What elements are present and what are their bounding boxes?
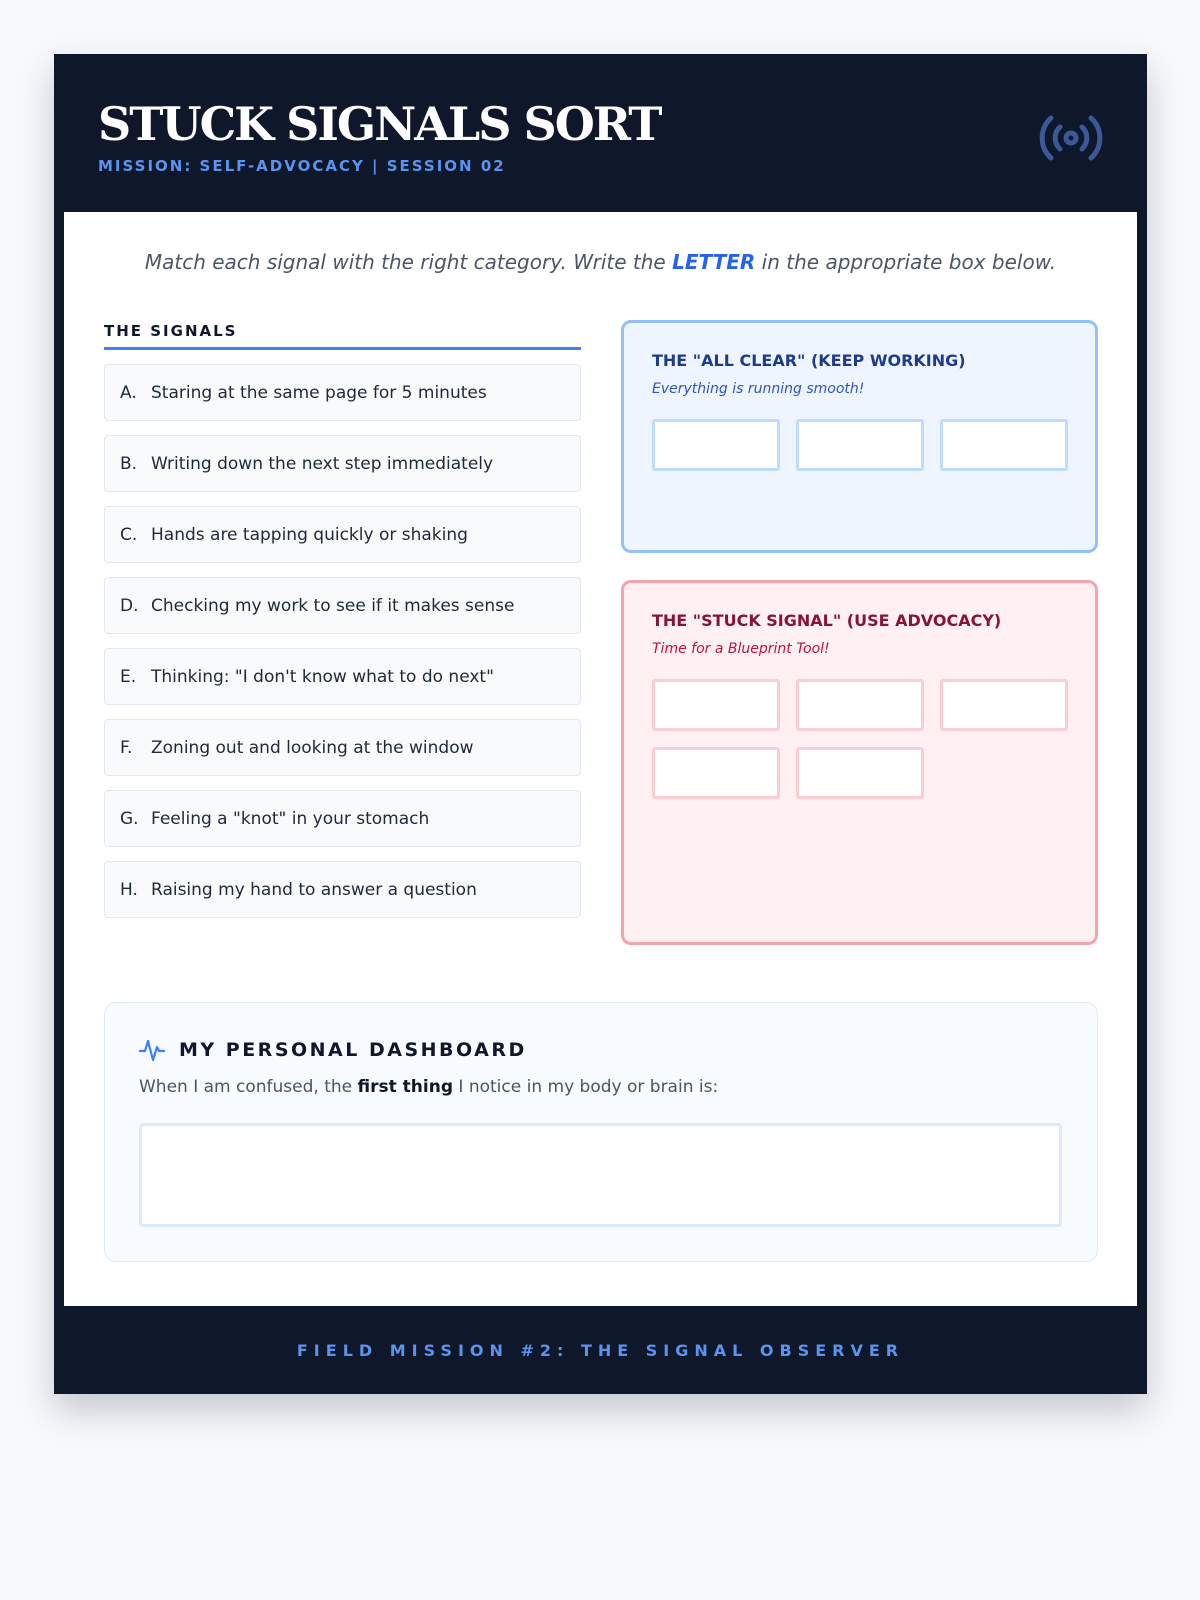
- signal-text: Thinking: "I don't know what to do next": [151, 666, 494, 687]
- header: [54, 54, 1147, 212]
- answer-box[interactable]: [796, 747, 924, 799]
- all-clear-answer-boxes: [652, 419, 1067, 471]
- answer-box[interactable]: [652, 419, 780, 471]
- signal-item: [104, 577, 581, 634]
- worksheet: [54, 54, 1147, 1394]
- stuck-signal-subtitle: Time for a Blueprint Tool!: [652, 641, 830, 657]
- signal-text: Raising my hand to answer a question: [151, 879, 477, 900]
- signal-letter: G.: [120, 808, 139, 829]
- stuck-signal-category: [621, 580, 1098, 945]
- page-title: STUCK SIGNALS SORT: [98, 97, 661, 151]
- answer-box[interactable]: [940, 419, 1068, 471]
- signal-text: Writing down the next step immediately: [151, 453, 494, 474]
- signal-letter: H.: [120, 879, 138, 900]
- signal-item: [104, 364, 581, 421]
- answer-box[interactable]: [796, 679, 924, 731]
- signal-item: [104, 790, 581, 847]
- footer: FIELD MISSION #2: THE SIGNAL OBSERVER: [296, 1340, 905, 1360]
- instructions: [64, 250, 1137, 274]
- signal-letter: F.: [120, 737, 133, 758]
- answer-box[interactable]: [652, 747, 780, 799]
- signal-text: Checking my work to see if it makes sense: [151, 595, 515, 616]
- instructions-highlight: LETTER: [672, 250, 756, 274]
- signal-item: [104, 435, 581, 492]
- signal-text: Staring at the same page for 5 minutes: [151, 382, 487, 403]
- broadcast-signal-icon: [1039, 112, 1103, 164]
- signal-letter: D.: [120, 595, 139, 616]
- all-clear-title: THE "ALL CLEAR" (KEEP WORKING): [652, 351, 966, 370]
- signal-list: [104, 364, 581, 918]
- dashboard-prompt: [139, 1077, 718, 1097]
- dashboard-prompt-bold: first thing: [357, 1077, 454, 1097]
- answer-box[interactable]: [652, 679, 780, 731]
- dashboard-title: MY PERSONAL DASHBOARD: [179, 1039, 527, 1061]
- dashboard-prompt-text: When I am confused, the: [139, 1077, 358, 1097]
- signal-item: [104, 861, 581, 918]
- page-subtitle: MISSION: SELF-ADVOCACY | SESSION 02: [98, 157, 506, 175]
- instructions-text: Match each signal with the right category. Write the: [144, 250, 673, 274]
- signal-item: [104, 506, 581, 563]
- signal-text: Zoning out and looking at the window: [151, 737, 474, 758]
- signals-heading: THE SIGNALS: [104, 320, 581, 350]
- worksheet-body: [64, 212, 1137, 1306]
- signal-text: Hands are tapping quickly or shaking: [151, 524, 468, 545]
- all-clear-subtitle: Everything is running smooth!: [652, 381, 865, 397]
- dashboard-prompt-text-end: I notice in my body or brain is:: [453, 1077, 719, 1097]
- signal-text: Feeling a "knot" in your stomach: [151, 808, 430, 829]
- pulse-icon: [139, 1037, 165, 1063]
- answer-box[interactable]: [940, 679, 1068, 731]
- signal-letter: B.: [120, 453, 138, 474]
- personal-dashboard: [104, 1002, 1098, 1262]
- all-clear-category: [621, 320, 1098, 553]
- dashboard-header: [139, 1037, 527, 1063]
- dashboard-answer-field[interactable]: [139, 1123, 1062, 1227]
- signal-letter: A.: [120, 382, 137, 403]
- signal-item: [104, 719, 581, 776]
- signal-letter: E.: [120, 666, 137, 687]
- signal-letter: C.: [120, 524, 138, 545]
- answer-box[interactable]: [796, 419, 924, 471]
- stuck-signal-answer-boxes: [652, 679, 1067, 799]
- stuck-signal-title: THE "STUCK SIGNAL" (USE ADVOCACY): [652, 611, 1002, 630]
- signal-item: [104, 648, 581, 705]
- instructions-text-end: in the appropriate box below.: [755, 250, 1057, 274]
- signals-column: [104, 320, 581, 932]
